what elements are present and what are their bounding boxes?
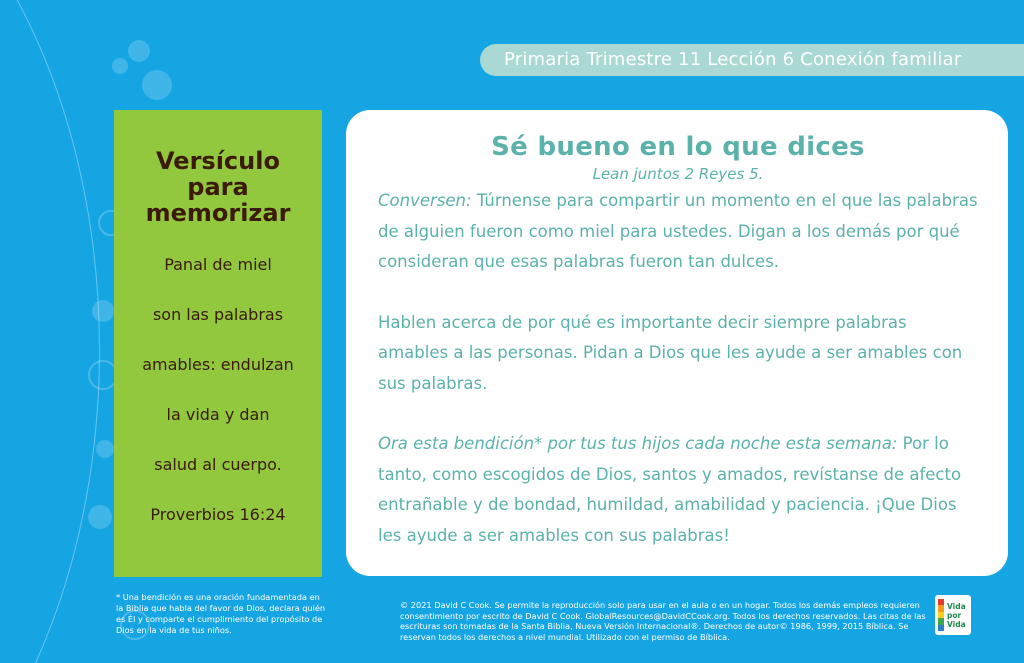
- logo-text: [947, 602, 966, 629]
- conversation-paragraph: [378, 186, 978, 278]
- bubble: [142, 70, 172, 100]
- memory-verse-title-line: memorizar: [145, 199, 291, 227]
- memory-verse-line: amables: endulzan: [142, 355, 294, 374]
- family-connection-card: [346, 110, 1008, 576]
- conversation-body: Túrnense para compartir un momento en el que las palabras de alguien fueron como miel para ustedes. Digan a los demás por qué consideran que esas palabras fueron tan dulces.: [378, 191, 978, 271]
- bubble: [96, 440, 114, 458]
- blessing-lead: Ora esta bendición* por tus tus hijos cada noche esta semana:: [378, 434, 898, 453]
- memory-verse-title-line: para: [187, 173, 249, 201]
- card-title: Sé bueno en lo que dices: [491, 132, 865, 162]
- conversation-lead: Conversen:: [378, 191, 472, 210]
- memory-verse-panel: [114, 110, 322, 577]
- logo-stripe-segment: [938, 625, 944, 631]
- card-subtitle: Lean juntos 2 Reyes 5.: [592, 165, 764, 183]
- memory-verse-line: son las palabras: [152, 305, 284, 324]
- discussion-paragraph: Hablen acerca de por qué es importante decir siempre palabras amables a las personas. Pidan a Dios que les ayude a ser amables con sus palabras.: [378, 312, 963, 393]
- memory-verse-reference: Proverbios 16:24: [150, 505, 286, 524]
- logo-text-line: por: [947, 610, 962, 620]
- copyright-notice: © 2021 David C Cook. Se permite la reproducción solo para usar en el aula o en un hogar. Todos los demás empleos requieren consentimiento por escrito de David C Cook. GlobalResources@DavidCCook.org. Todos los derechos reservados. Las citas de las escrituras son tomadas de la Santa Biblia, Nueva Versión Internacional®. Derechos de autor© 1986, 1999, 2015 Bíblica. Se reservan todos los derechos a nivel mundial. Utilizado con el permiso de Bíblica.: [400, 600, 926, 642]
- lesson-header-banner: Primaria Trimestre 11 Lección 6 Conexión familiar: [480, 44, 1024, 76]
- blessing-paragraph: [378, 429, 978, 551]
- logo-text-line: Vida: [947, 619, 966, 629]
- memory-verse-line: Panal de miel: [164, 255, 272, 274]
- memory-verse-line: salud al cuerpo.: [154, 455, 282, 474]
- bubble: [88, 505, 112, 529]
- blessing-footnote: * Una bendición es una oración fundamentada en la Biblia que habla del favor de Dios, declara quién es Él y comparte el cumplimiento del propósito de Dios en la vida de tus niños.: [116, 592, 326, 635]
- memory-verse-text: [114, 254, 322, 554]
- bubble: [112, 58, 128, 74]
- decorative-curve: [0, 0, 100, 663]
- memory-verse-line: la vida y dan: [166, 405, 270, 424]
- logo-text-line: Vida: [947, 601, 966, 611]
- logo-stripe-icon: [938, 599, 944, 631]
- bubble: [128, 40, 150, 62]
- memory-verse-title-line: Versículo: [156, 147, 280, 175]
- blessing-body: Por lo tanto, como escogidos de Dios, santos y amados, revístanse de afecto entrañable y de bondad, humildad, amabilidad y paciencia. ¡Que Dios les ayude a ser amables con sus palabras!: [378, 434, 962, 545]
- memory-verse-title: [114, 148, 322, 226]
- vida-por-vida-logo: [935, 595, 971, 635]
